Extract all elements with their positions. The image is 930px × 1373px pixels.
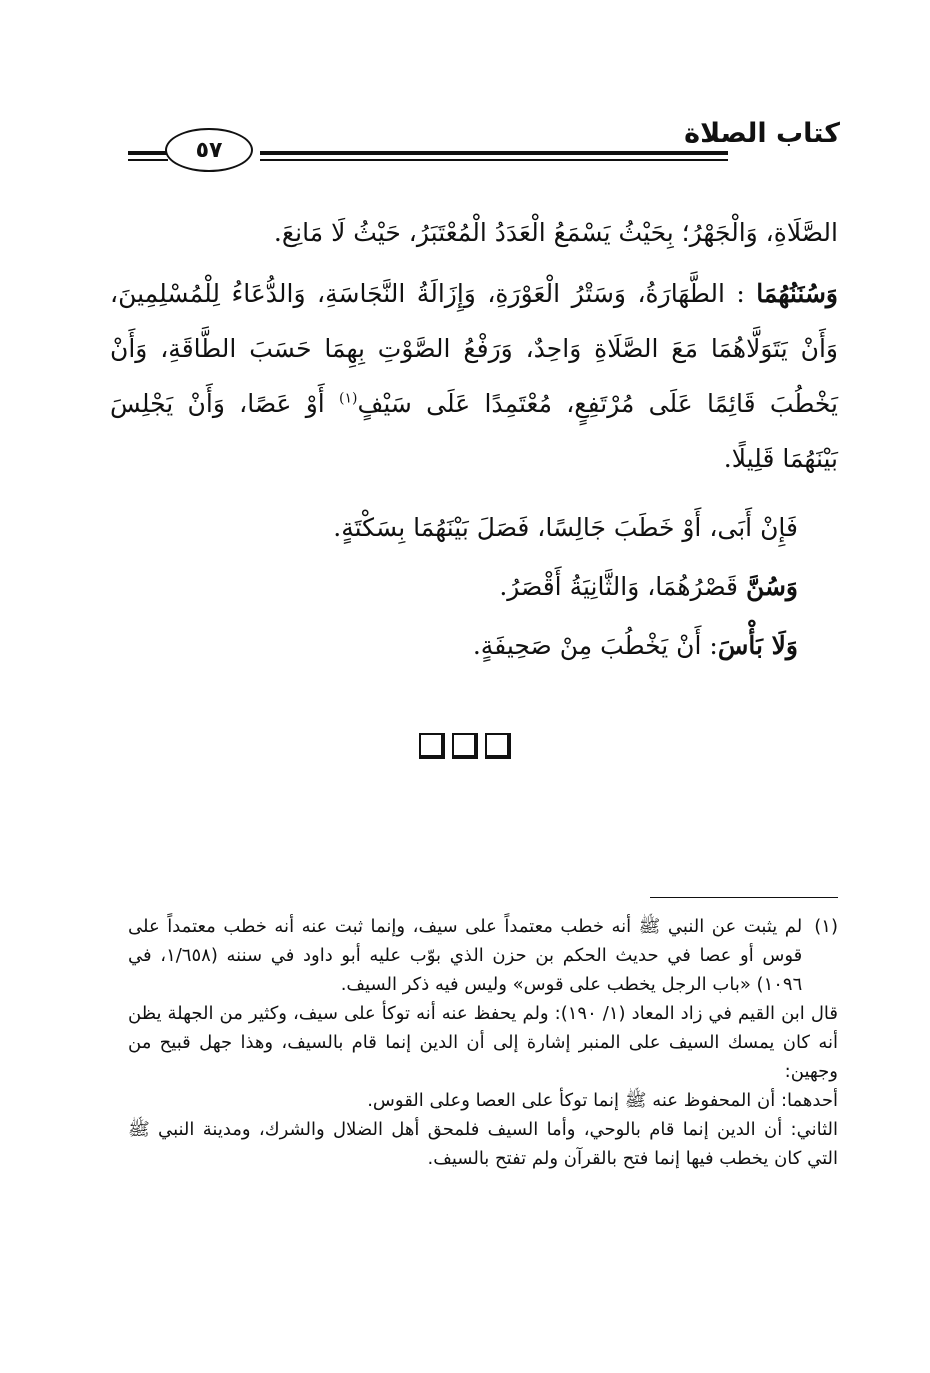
footnotes: [128, 912, 838, 1173]
page-header: [120, 118, 840, 178]
divider-square-icon: [485, 733, 511, 759]
header-rule-left-thin: [128, 159, 168, 161]
footnote-para-3: أحدهما: أن المحفوظ عنه ﷺ إنما توكأ على العصا وعلى القوس.: [367, 1090, 838, 1111]
footnote-1: [128, 912, 838, 999]
header-rule-left: [128, 151, 168, 155]
footnote-para-4: الثاني: أن الدين إنما قام بالوحي، وأما السيف فلمحق أهل الضلال والشرك، ومدينة النبي ﷺ التي كان يخطب فيها إنما فتح بالقرآن ولم تفتح بالسيف.: [128, 1119, 838, 1169]
main-text: [110, 205, 838, 673]
footnote-1-text: لم يثبت عن النبي ﷺ أنه خطب معتمداً على سيف، وإنما ثبت عنه أنه خطب معتمداً على قوس أو عصا في حديث الحكم بن حزن الذي بوّب عليه أبو داود في سننه (١/٦٥٨، في ١٠٩٦) «باب الرجل يخطب على قوس» وليس فيه ذكر السيف.: [128, 916, 803, 995]
book-title: كتاب الصلاة: [684, 118, 840, 149]
footnote-para-2: قال ابن القيم في زاد المعاد (١/ ١٩٠): ولم يحفظ عنه أنه توكأ على سيف، وكثير من الجهلة يظن أنه كان يمسك السيف على المنبر إشارة إلى أن الدين إنما قام بالسيف، وهذا جهل قبيح من وجهين:: [128, 1003, 838, 1082]
keyword-sunna: وَسُنَّ: [745, 572, 798, 601]
divider-square-icon: [419, 733, 445, 759]
footnote-ref[interactable]: (١): [339, 390, 358, 407]
paragraph-4: [110, 559, 838, 614]
footnote-marker: (١): [814, 916, 838, 937]
paragraph-1: الصَّلَاةِ، وَالْجَهْرُ؛ بِحَيْثُ يَسْمَعُ الْعَدَدُ الْمُعْتَبَرُ، حَيْثُ لَا مَانِعَ.: [273, 218, 838, 247]
paragraph-4-text: قَصْرُهُمَا، وَالثَّانِيَةُ أَقْصَرُ.: [499, 572, 738, 601]
page-number: ٥٧: [165, 128, 253, 172]
header-rule-right: [260, 151, 728, 155]
paragraph-5: [110, 618, 838, 673]
paragraph-2: [110, 266, 838, 486]
paragraph-2-text: : الطَّهَارَةُ، وَسَتْرُ الْعَوْرَةِ، وَإِزَالَةُ النَّجَاسَةِ، وَالدُّعَاءُ لِلْمُسْلِمِينَ، وَأَنْ يَتَوَلَّاهُمَا مَعَ الصَّلَاةِ وَاحِدٌ، وَرَفْعُ الصَّوْتِ بِهِمَا حَسَبَ الطَّاقَةِ، وَأَنْ يَخْطُبَ قَائِمًا عَلَى مُرْتَفِعٍ، مُعْتَمِدًا عَلَى سَيْفٍ: [110, 279, 839, 418]
paragraph-3: فَإِنْ أَبَى، أَوْ خَطَبَ جَالِسًا، فَصَلَ بَيْنَهُمَا بِسَكْتَةٍ.: [333, 513, 798, 542]
paragraph-2-end: أَوْ عَصًا، وَأَنْ يَجْلِسَ بَيْنَهُمَا قَلِيلًا.: [110, 389, 838, 473]
header-rule-right-thin: [260, 159, 728, 161]
divider-square-icon: [452, 733, 478, 759]
keyword-la-bas: وَلَا بَأْسَ: [717, 631, 798, 660]
footnote-separator: [650, 897, 838, 898]
paragraph-5-text: : أَنْ يَخْطُبَ مِنْ صَحِيفَةٍ.: [472, 631, 718, 660]
keyword-sunan: وَسُنَنُهُمَا: [756, 279, 838, 308]
section-divider: [0, 733, 930, 759]
